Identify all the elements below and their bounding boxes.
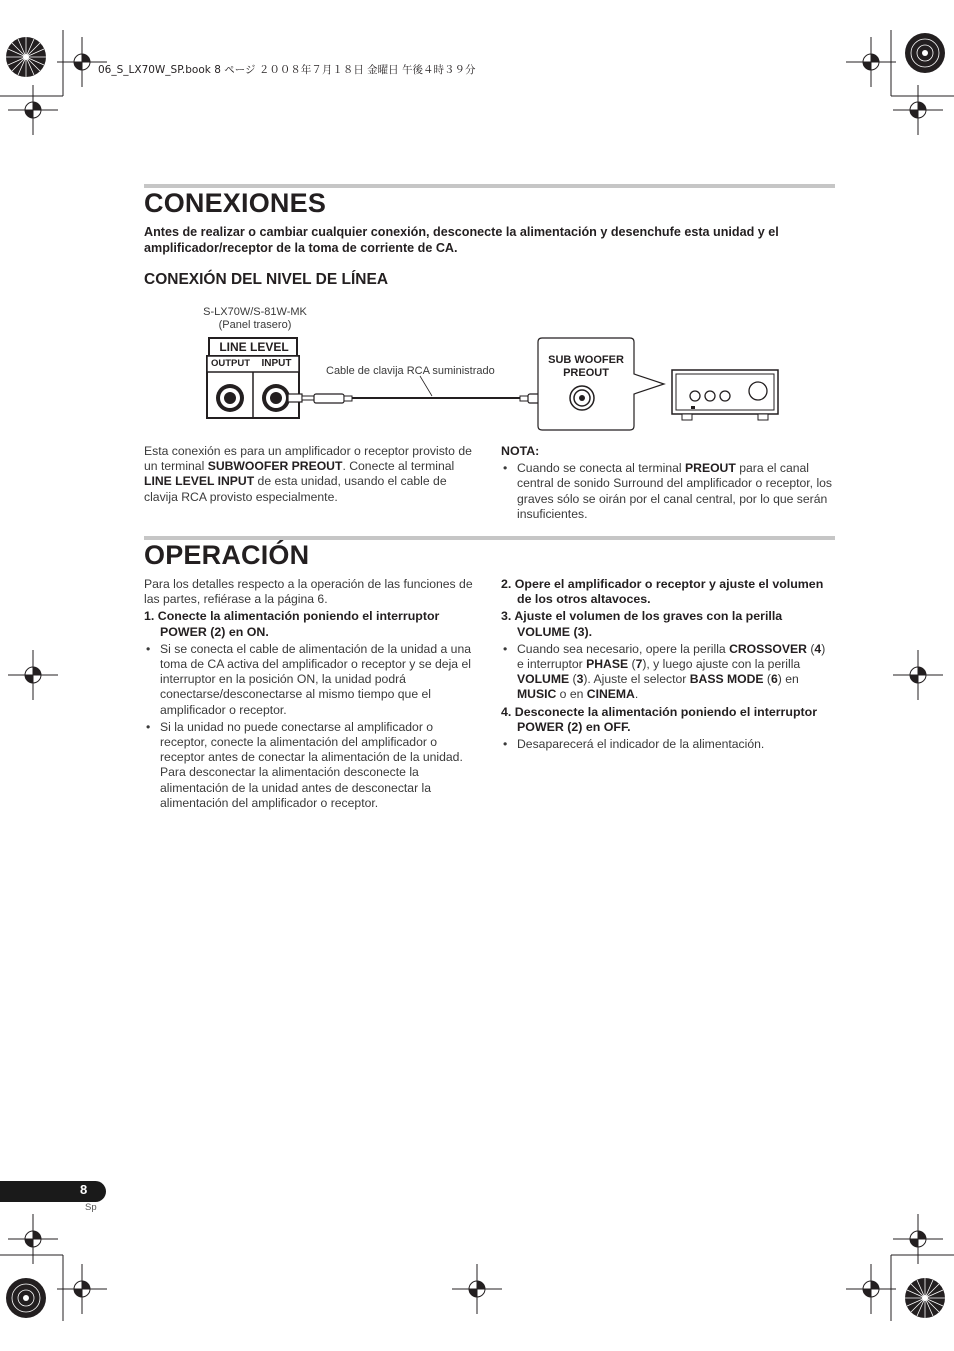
- s3-bold-4: 7: [635, 657, 643, 672]
- unit-model-label: S-LX70W/S-81W-MK: [203, 306, 307, 318]
- step-3: 3. Ajuste el volumen de los graves con la perilla VOLUME (3).: [501, 609, 783, 639]
- crosshair-mark-left-top: [8, 85, 58, 135]
- operacion-right-column: [501, 577, 835, 752]
- s3-text-1: Cuando sea necesario, opere la perilla: [517, 641, 730, 656]
- desc-text-1: Esta conexión es para un amplificador o receptor provisto de un terminal: [144, 444, 472, 474]
- step-3-bullet: [501, 642, 835, 703]
- operacion-intro: Para los detalles respecto a la operación de las funciones de las partes, refiérase a la página 6.: [144, 577, 473, 607]
- crosshair-mark-right-bottom: [893, 1214, 943, 1264]
- s3-bold-3: PHASE: [586, 657, 629, 672]
- crosshair-mark-right-top: [893, 85, 943, 135]
- desc-bold-2: LINE LEVEL INPUT: [144, 474, 255, 489]
- step-4-bullet: • Desaparecerá el indicador de la alimentación.: [501, 737, 835, 752]
- section-title-conexiones: CONEXIONES: [144, 188, 327, 218]
- step-4: 4. Desconecte la alimentación poniendo el interruptor POWER (2) en OFF.: [501, 704, 818, 734]
- page-number: 8: [80, 1182, 88, 1197]
- s3-text-8: (: [763, 672, 771, 687]
- crosshair-mark-left-mid: [8, 650, 58, 700]
- conexiones-lead: Antes de realizar o cambiar cualquier conexión, desconecte la alimentación y desenchufe esta unidad y el amplificador/receptor de la toma de corriente de CA.: [144, 225, 779, 255]
- starburst-mark-bottom-right: [903, 1276, 947, 1320]
- note-text-2: para el canal central de sonido Surround del amplificador o receptor, los graves sólo se oirán por el canal central, por lo que serán insuficientes.: [517, 461, 833, 521]
- step-1: 1. Conecte la alimentación poniendo el interruptor POWER (2) en ON.: [144, 609, 440, 639]
- desc-text-3: de esta unidad, usando el cable de clavija RCA provisto especialmente.: [144, 474, 447, 504]
- preout-label-line2: PREOUT: [563, 367, 609, 379]
- crosshair-mark-bottom-center: [452, 1264, 502, 1314]
- note-bold-1: PREOUT: [685, 461, 736, 476]
- operacion-left-column: [144, 577, 479, 811]
- s3-bold-1: CROSSOVER: [729, 641, 807, 656]
- note-label: NOTA:: [501, 444, 540, 458]
- page-language: Sp: [85, 1202, 97, 1213]
- step-1-bullet-1: • Si se conecta el cable de alimentación de la unidad a una toma de CA activa del amplificador o receptor y se deja el interruptor en la posición ON, la unidad podrá conectarse/desconectarse al mismo tiempo que el amplificador o receptor.: [144, 642, 479, 718]
- conexiones-note: [501, 444, 835, 522]
- crosshair-mark-top-b: [846, 37, 896, 87]
- s3-bold-5: VOLUME: [517, 672, 570, 687]
- s3-bold-9: MUSIC: [517, 687, 557, 702]
- conexiones-description: [144, 444, 480, 505]
- line-level-label: LINE LEVEL: [219, 340, 289, 354]
- section-title-operacion: OPERACIÓN: [144, 540, 310, 570]
- s3-bold-10: CINEMA: [586, 687, 635, 702]
- desc-bold-1: SUBWOOFER PREOUT: [207, 459, 343, 474]
- page-number-tab: [0, 1181, 106, 1202]
- starburst-mark-top-left: [4, 35, 48, 79]
- s3-bold-8: 6: [771, 672, 778, 687]
- unit-panel-label: (Panel trasero): [218, 319, 292, 331]
- subheading-line-level: CONEXIÓN DEL NIVEL DE LÍNEA: [144, 271, 389, 288]
- cable-label: Cable de clavija RCA suministrado: [326, 365, 495, 377]
- s3-bold-7: BASS MODE: [689, 672, 764, 687]
- s3-text-9: ) en: [777, 672, 799, 687]
- starburst-mark-top-right: [903, 31, 947, 75]
- input-label: INPUT: [261, 358, 292, 369]
- note-bullet: [501, 461, 835, 522]
- s3-bold-2: 4: [814, 641, 822, 656]
- s3-bold-6: 3: [576, 672, 584, 687]
- crosshair-mark-left-bottom: [8, 1214, 58, 1264]
- note-text-1: Cuando se conecta al terminal: [517, 461, 686, 476]
- s3-text-3: ) e interruptor: [517, 641, 826, 672]
- step-1-bullet-2: • Si la unidad no puede conectarse al amplificador o receptor, conecte la alimentación del amplificador o receptor antes de conectar la alimentación de la unidad. Para desconectar la alimentación desconecte la alimentación de la unidad antes de desconectar la alimentación del amplificador o receptor.: [144, 720, 479, 811]
- s3-text-7: ). Ajuste el selector: [583, 672, 690, 687]
- s3-text-11: .: [634, 687, 639, 702]
- s3-text-6: (: [569, 672, 577, 687]
- preout-label-line1: SUB WOOFER: [548, 354, 624, 366]
- output-label: OUTPUT: [210, 358, 251, 369]
- s3-text-10: o en: [556, 687, 587, 702]
- print-header: 06_S_LX70W_SP.book 8 ページ ２００８年７月１８日 金曜日 午後４時３９分: [98, 64, 476, 76]
- crosshair-mark-bottom-b: [846, 1264, 896, 1314]
- s3-text-5: ), y luego ajuste con la perilla: [642, 657, 801, 672]
- s3-text-4: (: [628, 657, 636, 672]
- connection-diagram: [180, 304, 800, 434]
- crosshair-mark-bottom-a: [57, 1264, 107, 1314]
- starburst-mark-bottom-left: [4, 1276, 48, 1320]
- crosshair-mark-right-mid: [893, 650, 943, 700]
- s3-text-2: (: [806, 641, 815, 656]
- desc-text-2: . Conecte al terminal: [342, 459, 455, 474]
- preout-label: [538, 354, 634, 380]
- step-2: 2. Opere el amplificador o receptor y ajuste el volumen de los otros altavoces.: [501, 577, 824, 607]
